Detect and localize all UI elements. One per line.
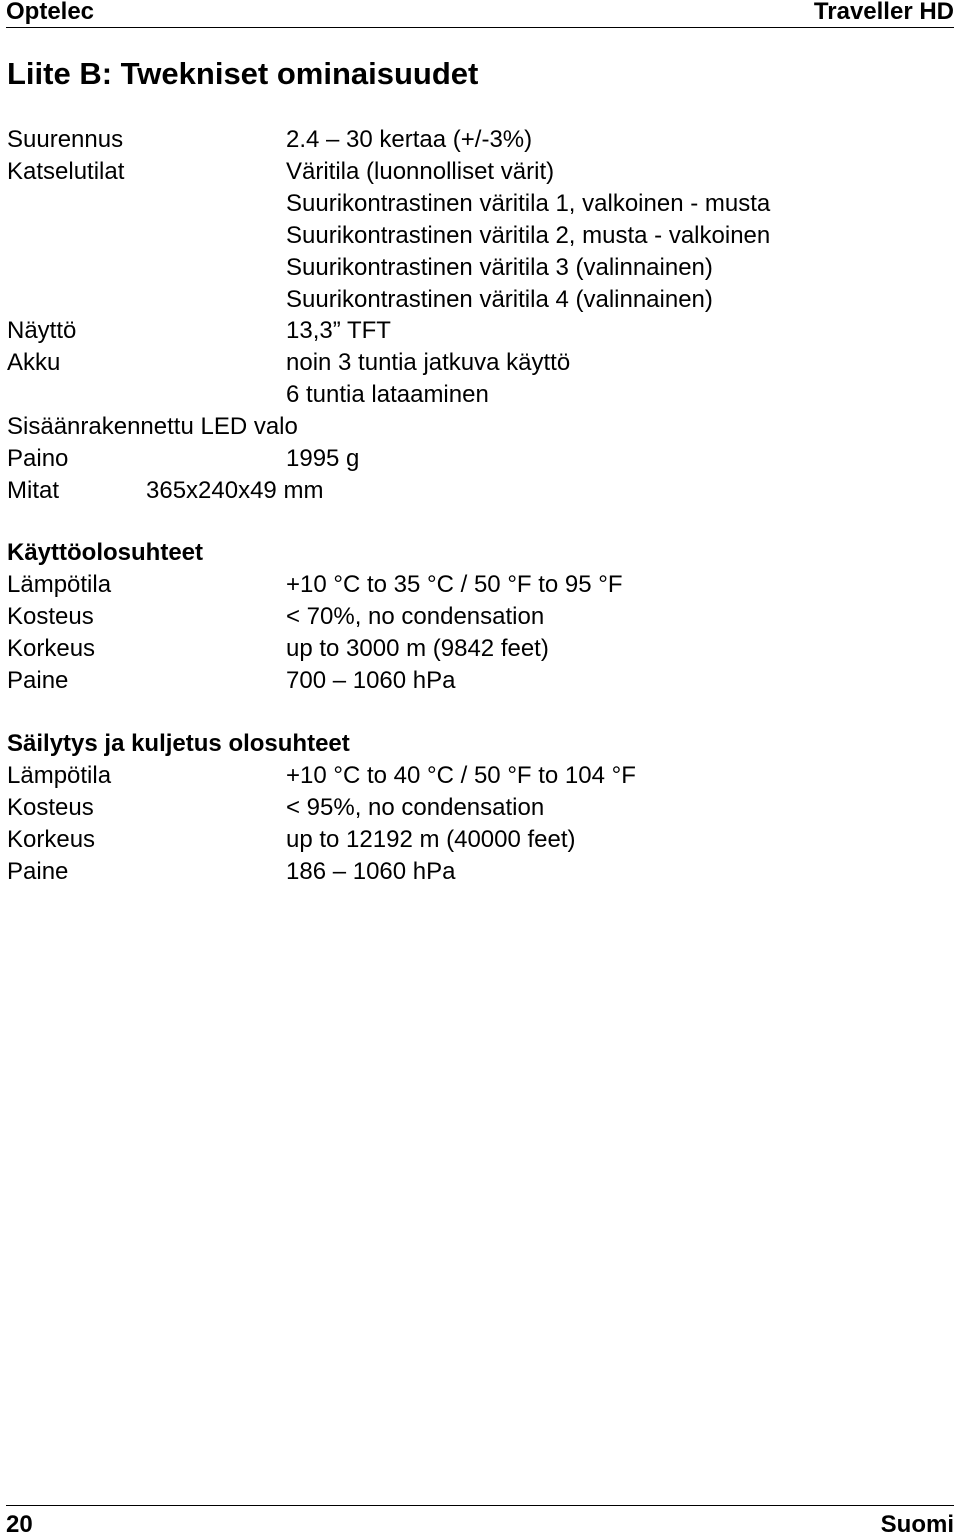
storage-value: +10 °C to 40 °C / 50 °F to 104 °F [286,762,636,789]
spec-led: Sisäänrakennettu LED valo [7,413,298,440]
storage-heading: Säilytys ja kuljetus olosuhteet [7,730,350,757]
storage-label: Korkeus [7,826,96,853]
spec-value-battery: 6 tuntia lataaminen [286,381,489,408]
spec-value-magnification: 2.4 – 30 kertaa (+/-3%) [286,126,533,153]
spec-value-view-mode: Suurikontrastinen väritila 3 (valinnainen) [286,254,713,281]
footer-language: Suomi [880,1511,954,1538]
spec-value-display: 13,3” TFT [286,317,391,344]
spec-label-dimensions: Mitat [7,477,60,504]
product-name: Traveller HD [813,0,954,25]
operating-heading: Käyttöolosuhteet [7,539,204,566]
page-title: Liite B: Twekniset ominaisuudet [7,56,479,91]
spec-value-view-mode: Väritila (luonnolliset värit) [286,158,555,185]
storage-label: Lämpötila [7,762,112,789]
storage-value: up to 12192 m (40000 feet) [286,826,576,853]
spec-value-view-mode: Suurikontrastinen väritila 1, valkoinen - musta [286,190,771,217]
operating-value: +10 °C to 35 °C / 50 °F to 95 °F [286,571,623,598]
operating-label: Kosteus [7,603,94,630]
storage-value: < 95%, no condensation [286,794,545,821]
spec-value-view-mode: Suurikontrastinen väritila 2, musta - valkoinen [286,222,771,249]
brand-name: Optelec [6,0,95,25]
operating-value: < 70%, no condensation [286,603,545,630]
spec-label-battery: Akku [7,349,61,376]
operating-value: up to 3000 m (9842 feet) [286,635,549,662]
spec-value-dimensions: 365x240x49 mm [146,477,324,504]
operating-label: Paine [7,667,69,694]
storage-label: Kosteus [7,794,94,821]
page-footer [6,1505,954,1539]
operating-label: Korkeus [7,635,96,662]
storage-label: Paine [7,858,69,885]
storage-value: 186 – 1060 hPa [286,858,456,885]
spec-label-display: Näyttö [7,317,77,344]
spec-label-magnification: Suurennus [7,126,124,153]
spec-value-battery: noin 3 tuntia jatkuva käyttö [286,349,571,376]
spec-value-weight: 1995 g [286,445,360,472]
operating-label: Lämpötila [7,571,112,598]
page-header [6,0,954,28]
spec-label-view-modes: Katselutilat [7,158,125,185]
page-number: 20 [6,1511,33,1538]
spec-value-view-mode: Suurikontrastinen väritila 4 (valinnainen) [286,286,713,313]
operating-value: 700 – 1060 hPa [286,667,456,694]
spec-label-weight: Paino [7,445,69,472]
